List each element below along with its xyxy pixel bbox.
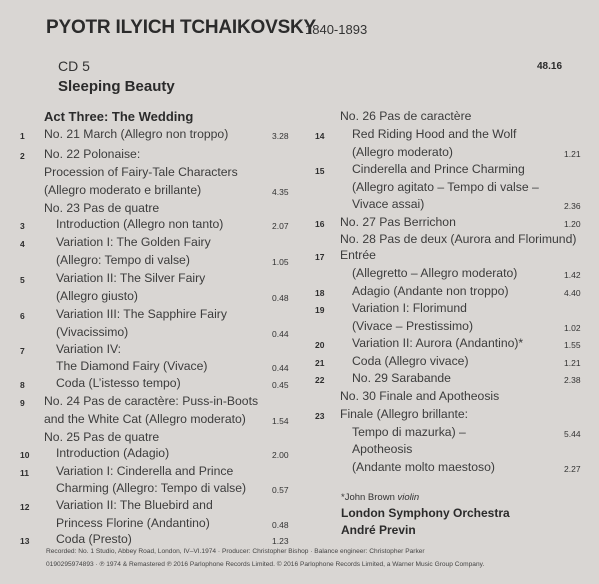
track-duration: 2.36 bbox=[564, 201, 581, 211]
track-title: (Vivacissimo) bbox=[56, 325, 129, 339]
track-title: No. 26 Pas de caractère bbox=[340, 109, 472, 123]
track-title: No. 30 Finale and Apotheosis bbox=[340, 389, 500, 403]
track-title: Variation II: The Silver Fairy bbox=[56, 271, 206, 285]
track-duration: 1.05 bbox=[272, 257, 289, 267]
track-duration: 2.07 bbox=[272, 221, 289, 231]
track-duration: 1.55 bbox=[564, 340, 581, 350]
track-number: 23 bbox=[315, 411, 325, 421]
track-duration: 3.28 bbox=[272, 131, 289, 141]
track-title: Entrée bbox=[340, 248, 376, 262]
track-title: (Allegro moderato) bbox=[352, 145, 453, 159]
track-duration: 0.44 bbox=[272, 329, 289, 339]
track-title: No. 27 Pas Berrichon bbox=[340, 215, 456, 229]
track-number: 17 bbox=[315, 252, 325, 262]
track-title: Variation IV: bbox=[56, 342, 122, 356]
track-number: 4 bbox=[20, 239, 25, 249]
track-number: 18 bbox=[315, 288, 325, 298]
track-number: 7 bbox=[20, 346, 25, 356]
track-duration: 5.44 bbox=[564, 429, 581, 439]
track-number: 2 bbox=[20, 151, 25, 161]
track-number: 13 bbox=[20, 536, 30, 546]
soloist-instrument: violin bbox=[397, 492, 420, 503]
track-title: No. 25 Pas de quatre bbox=[44, 430, 160, 444]
track-title: Procession of Fairy-Tale Characters bbox=[44, 165, 238, 179]
track-number: 10 bbox=[20, 450, 30, 460]
track-title: Introduction (Allegro non tanto) bbox=[56, 217, 224, 231]
track-number: 1 bbox=[20, 131, 25, 141]
track-number: 21 bbox=[315, 358, 325, 368]
track-title: Adagio (Andante non troppo) bbox=[352, 284, 509, 298]
track-title: (Allegro: Tempo di valse) bbox=[56, 253, 190, 267]
track-title: (Andante molto maestoso) bbox=[352, 460, 495, 474]
track-title: (Allegro agitato – Tempo di valse – bbox=[352, 180, 539, 194]
track-title: and the White Cat (Allegro moderato) bbox=[44, 412, 246, 426]
track-title: Variation II: The Bluebird and bbox=[56, 498, 213, 512]
track-duration: 2.38 bbox=[564, 375, 581, 385]
track-number: 15 bbox=[315, 166, 325, 176]
track-title: Princess Florine (Andantino) bbox=[56, 516, 210, 530]
track-duration: 1.20 bbox=[564, 219, 581, 229]
track-title: Vivace assai) bbox=[352, 197, 425, 211]
track-title: Cinderella and Prince Charming bbox=[352, 162, 525, 176]
track-number: 9 bbox=[20, 398, 25, 408]
track-title: Apotheosis bbox=[352, 442, 413, 456]
track-number: 16 bbox=[315, 219, 325, 229]
track-title: Finale (Allegro brillante: bbox=[340, 407, 469, 421]
track-number: 14 bbox=[315, 131, 325, 141]
track-duration: 2.27 bbox=[564, 464, 581, 474]
track-number: 3 bbox=[20, 221, 25, 231]
track-title: Variation II: Aurora (Andantino)* bbox=[352, 336, 524, 350]
track-title: (Vivace – Prestissimo) bbox=[352, 319, 474, 333]
conductor-name: André Previn bbox=[341, 523, 416, 537]
work-title: Sleeping Beauty bbox=[58, 78, 175, 95]
composer-years: 1840-1893 bbox=[305, 22, 368, 37]
track-duration: 1.21 bbox=[564, 358, 581, 368]
track-title: Variation I: Florimund bbox=[352, 301, 467, 315]
track-number: 19 bbox=[315, 305, 325, 315]
track-duration: 0.48 bbox=[272, 520, 289, 530]
track-title: Variation I: Cinderella and Prince bbox=[56, 464, 234, 478]
track-number: 11 bbox=[20, 468, 29, 478]
track-number: 8 bbox=[20, 380, 25, 390]
composer-name: PYOTR ILYICH TCHAIKOVSKY bbox=[46, 17, 317, 38]
track-duration: 1.21 bbox=[564, 149, 581, 159]
track-duration: 4.40 bbox=[564, 288, 581, 298]
track-duration: 2.00 bbox=[272, 450, 289, 460]
track-title: No. 24 Pas de caractère: Puss-in-Boots bbox=[44, 394, 259, 408]
copyright-line: 0190295974893 · ℗ 1974 & Remastered ℗ 2016 Parlophone Records Limited. © 2016 Parlophone Records Limited, a Warner Music Group Company. bbox=[46, 561, 485, 568]
track-number: 20 bbox=[315, 340, 325, 350]
track-title: (Allegro giusto) bbox=[56, 289, 138, 303]
track-duration: 0.48 bbox=[272, 293, 289, 303]
track-title: No. 28 Pas de deux (Aurora and Florimund) bbox=[340, 232, 577, 246]
track-title: Variation III: The Sapphire Fairy bbox=[56, 307, 227, 321]
track-duration: 1.42 bbox=[564, 270, 581, 280]
track-title: Charming (Allegro: Tempo di valse) bbox=[56, 481, 247, 495]
soloist-credit bbox=[341, 492, 419, 503]
track-title: Introduction (Adagio) bbox=[56, 446, 170, 460]
track-title: Variation I: The Golden Fairy bbox=[56, 235, 211, 249]
track-number: 6 bbox=[20, 311, 25, 321]
track-title: The Diamond Fairy (Vivace) bbox=[56, 359, 208, 373]
track-title: Coda (Presto) bbox=[56, 532, 132, 546]
act-heading: Act Three: The Wedding bbox=[44, 109, 194, 124]
track-title: Red Riding Hood and the Wolf bbox=[352, 127, 517, 141]
track-title: No. 29 Sarabande bbox=[352, 371, 451, 385]
track-title: No. 22 Polonaise: bbox=[44, 147, 141, 161]
track-title: No. 21 March (Allegro non troppo) bbox=[44, 127, 229, 141]
track-duration: 1.02 bbox=[564, 323, 581, 333]
track-number: 22 bbox=[315, 375, 325, 385]
orchestra-name: London Symphony Orchestra bbox=[341, 506, 510, 520]
track-title: Coda (L’istesso tempo) bbox=[56, 376, 181, 390]
track-number: 12 bbox=[20, 502, 30, 512]
soloist-name: *John Brown bbox=[341, 492, 395, 503]
track-duration: 0.45 bbox=[272, 380, 289, 390]
track-title: No. 23 Pas de quatre bbox=[44, 201, 160, 215]
track-number: 5 bbox=[20, 275, 25, 285]
track-title: (Allegro moderato e brillante) bbox=[44, 183, 202, 197]
track-duration: 0.57 bbox=[272, 485, 289, 495]
track-duration: 0.44 bbox=[272, 363, 289, 373]
total-duration: 48.16 bbox=[537, 61, 563, 72]
track-duration: 4.35 bbox=[272, 187, 289, 197]
track-duration: 1.23 bbox=[272, 536, 289, 546]
cd-number: CD 5 bbox=[58, 58, 90, 74]
recording-credits: Recorded: No. 1 Studio, Abbey Road, London, IV–VI.1974 · Producer: Christopher Bishop · Balance engineer: Christopher Parker bbox=[46, 548, 425, 555]
track-duration: 1.54 bbox=[272, 416, 289, 426]
track-title: Tempo di mazurka) – bbox=[352, 425, 466, 439]
track-title: (Allegretto – Allegro moderato) bbox=[352, 266, 518, 280]
track-title: Coda (Allegro vivace) bbox=[352, 354, 469, 368]
